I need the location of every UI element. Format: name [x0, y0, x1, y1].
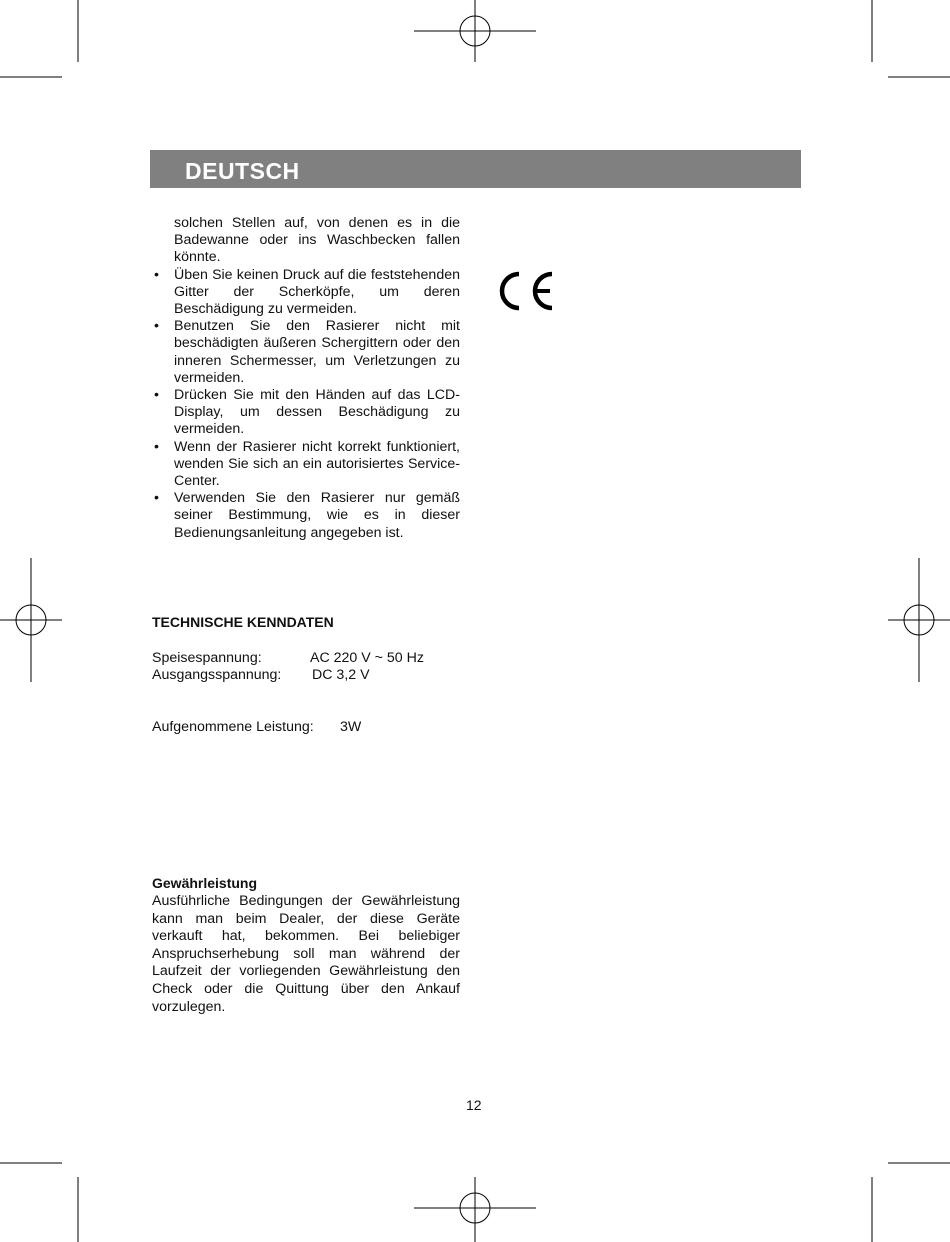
section-banner [150, 150, 801, 188]
bullet-text: Üben Sie keinen Druck auf die feststehenden Gitter der Scherköpfe, um deren Beschädigung zu vermeiden. [174, 266, 460, 318]
page-number: 12 [466, 1097, 482, 1113]
warranty-heading: Gewährleistung [152, 875, 258, 891]
spec-value: 3W [340, 719, 362, 735]
spec-label: Ausgangsspannung: [152, 667, 282, 683]
spec-row [152, 667, 370, 684]
spec-label: Speisespannung: [152, 650, 262, 666]
spec-power [152, 719, 361, 736]
bullet-text: Drücken Sie mit den Händen auf das LCD-Display, um dessen Beschädigung zu vermeiden. [174, 387, 460, 438]
safety-bullet [152, 267, 460, 319]
crosshair-bottom-icon [414, 1177, 536, 1242]
safety-bullet [152, 439, 460, 491]
specs-heading: TECHNISCHE KENNDATEN [152, 614, 334, 630]
spec-label: Aufgenommene Leistung: [152, 719, 314, 735]
spec-value: DC 3,2 V [312, 667, 370, 683]
bullet-text: Verwenden Sie den Rasierer nur gemäß seiner Bestimmung, wie es in dieser Bedienungsanleitung angegeben ist. [174, 490, 460, 541]
safety-continuation: solchen Stellen auf, von denen es in die Badewanne oder ins Waschbecken fallen könnte. [174, 215, 460, 266]
bullet-dot: • [154, 266, 159, 283]
safety-bullet [152, 490, 460, 542]
bullet-text: Wenn der Rasierer nicht korrekt funktioniert, wenden Sie sich an ein autorisiertes Service-Center. [174, 438, 460, 490]
crosshair-left-icon [0, 558, 62, 682]
bullet-dot: • [154, 490, 159, 507]
safety-notes [152, 215, 460, 542]
crosshair-right-icon [888, 558, 950, 682]
bullet-dot: • [154, 318, 159, 335]
spec-row [152, 650, 424, 667]
bullet-dot: • [154, 438, 159, 455]
bullet-text: Benutzen Sie den Rasierer nicht mit beschädigten äußeren Schergittern oder den inneren Schermesser, um Verletzungen zu vermeiden. [174, 318, 460, 386]
ce-mark-icon [498, 270, 558, 312]
warranty-text: Ausführliche Bedingungen der Gewährleistung kann man beim Dealer, der diese Geräte verkauft hat, bekommen. Bei beliebiger Anspruchserhebung soll man während der Laufzeit der vorliegenden Gewährleistung den Check oder die Quittung über den Ankauf vorzulegen. [152, 893, 460, 1015]
safety-bullet [152, 318, 460, 387]
spec-value: AC 220 V ~ 50 Hz [310, 650, 424, 666]
crosshair-top-icon [414, 0, 536, 62]
page-title: DEUTSCH [185, 158, 300, 184]
safety-bullet [152, 387, 460, 439]
bullet-dot: • [154, 387, 159, 404]
